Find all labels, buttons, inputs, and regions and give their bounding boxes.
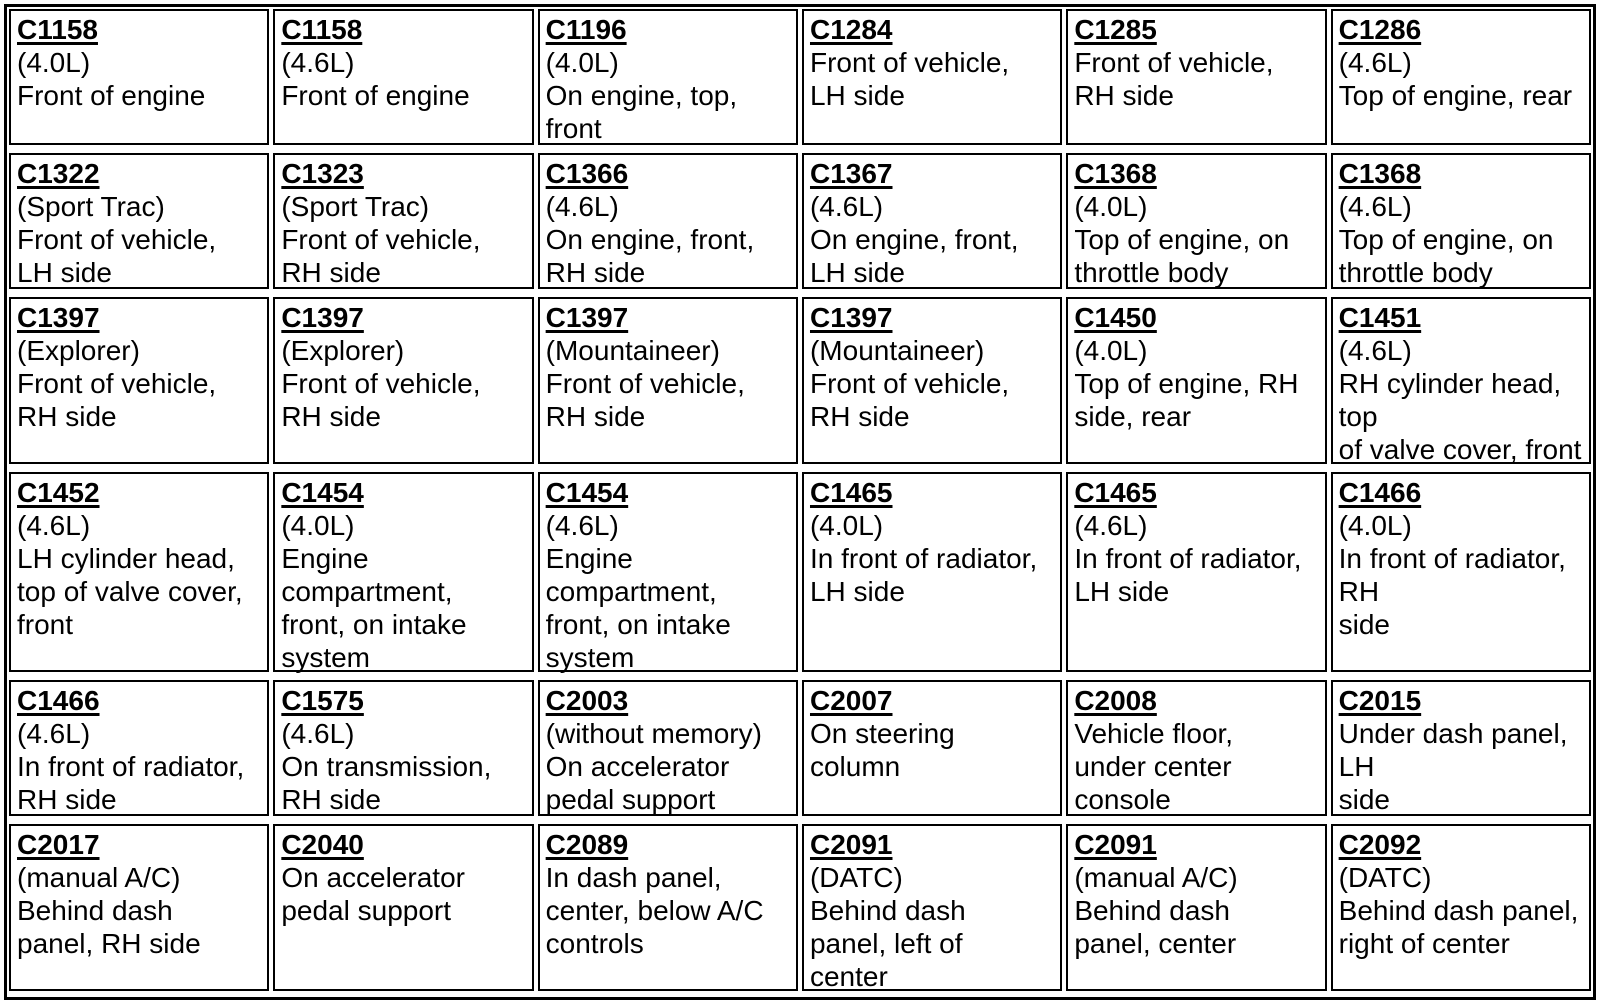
- connector-entry: [9, 153, 269, 289]
- connector-entry: [273, 9, 533, 145]
- connector-location-text: Behind dash: [17, 895, 173, 926]
- connector-location-text: RH side: [545, 257, 646, 288]
- connector-entry: [538, 680, 798, 816]
- connector-location-text: RH side: [281, 257, 381, 288]
- connector-location-text: (4.0L): [1338, 510, 1412, 541]
- connector-cell: [271, 7, 535, 151]
- connector-entry: [1066, 9, 1326, 145]
- connector-entry: [802, 153, 1062, 289]
- connector-location-text: Front of vehicle,: [281, 224, 481, 255]
- connector-entry: [273, 472, 533, 672]
- connector-location-text: LH side: [809, 576, 905, 607]
- table-row: [7, 822, 1593, 997]
- connector-location-text: LH side: [1074, 576, 1170, 607]
- connector-location-text: Behind dash panel,: [1338, 895, 1579, 926]
- connector-location-text: (4.6L): [281, 47, 355, 78]
- connector-location-table: [4, 4, 1596, 1000]
- connector-cell: [1329, 7, 1593, 151]
- connector-code: C1454: [281, 477, 364, 508]
- connector-location-text: pedal support: [545, 784, 716, 815]
- connector-code: C2092: [1338, 829, 1422, 860]
- connector-cell: [1064, 151, 1328, 295]
- connector-location-text: Behind dash: [1074, 895, 1230, 926]
- connector-code: C1284: [809, 14, 893, 45]
- connector-cell: [7, 7, 271, 151]
- connector-cell: [271, 822, 535, 997]
- connector-location-text: Top of engine, on: [1074, 224, 1290, 255]
- connector-location-text: Top of engine, on: [1338, 224, 1554, 255]
- connector-location-text: side: [1338, 784, 1391, 815]
- connector-cell: [800, 470, 1064, 678]
- connector-location-text: In dash panel,: [545, 862, 722, 893]
- connector-location-text: right of center: [1338, 928, 1510, 959]
- connector-location-text: Front of vehicle,: [809, 368, 1010, 399]
- connector-location-text: RH side: [809, 401, 910, 432]
- connector-code: C2007: [809, 685, 893, 716]
- connector-location-text: center: [809, 961, 888, 992]
- connector-entry: [802, 9, 1062, 145]
- connector-location-text: throttle body: [1074, 257, 1229, 288]
- connector-location-text: (Explorer): [17, 335, 140, 366]
- connector-location-text: (Sport Trac): [17, 191, 165, 222]
- table-row: [7, 151, 1593, 295]
- connector-location-text: system: [281, 642, 371, 673]
- connector-location-text: side: [1338, 609, 1391, 640]
- connector-code: C1323: [281, 158, 364, 189]
- connector-entry: [9, 680, 269, 816]
- connector-location-text: pedal support: [281, 895, 452, 926]
- connector-code: C2091: [1074, 829, 1157, 860]
- connector-entry: [1331, 297, 1591, 464]
- connector-code: C1322: [17, 158, 100, 189]
- connector-location-text: RH cylinder head, top: [1338, 368, 1562, 432]
- connector-location-text: controls: [545, 928, 644, 959]
- connector-code: C2015: [1338, 685, 1422, 716]
- connector-cell: [7, 678, 271, 822]
- table-body: [7, 7, 1593, 997]
- connector-location-text: Front of vehicle,: [17, 224, 217, 255]
- table-row: [7, 7, 1593, 151]
- connector-cell: [1329, 470, 1593, 678]
- connector-location-text: (4.6L): [1074, 510, 1148, 541]
- connector-entry: [802, 680, 1062, 816]
- table-row: [7, 470, 1593, 678]
- connector-entry: [273, 824, 533, 991]
- connector-location-text: LH side: [17, 257, 112, 288]
- connector-code: C2003: [545, 685, 629, 716]
- connector-location-text: Top of engine, RH: [1074, 368, 1299, 399]
- connector-code: C2017: [17, 829, 100, 860]
- connector-location-text: LH cylinder head,: [17, 543, 235, 574]
- connector-code: C1368: [1074, 158, 1157, 189]
- connector-location-text: (4.0L): [281, 510, 355, 541]
- connector-location-text: Behind dash: [809, 895, 966, 926]
- connector-location-text: (manual A/C): [1074, 862, 1238, 893]
- connector-location-text: In front of radiator,: [809, 543, 1038, 574]
- connector-entry: [1066, 297, 1326, 464]
- connector-location-text: (Sport Trac): [281, 191, 430, 222]
- connector-entry: [1066, 153, 1326, 289]
- connector-entry: [1331, 680, 1591, 816]
- connector-location-text: (without memory): [545, 718, 762, 749]
- connector-code: C1366: [545, 158, 629, 189]
- connector-entry: [1066, 472, 1326, 672]
- connector-entry: [538, 9, 798, 145]
- connector-location-text: (4.6L): [809, 191, 884, 222]
- connector-location-text: (4.6L): [281, 718, 355, 749]
- connector-location-text: (DATC): [809, 862, 903, 893]
- connector-location-text: On transmission,: [281, 751, 492, 782]
- connector-location-text: On engine, front,: [809, 224, 1019, 255]
- connector-cell: [800, 295, 1064, 470]
- connector-cell: [536, 151, 800, 295]
- connector-location-text: (4.6L): [545, 191, 619, 222]
- connector-location-text: top of valve cover,: [17, 576, 243, 607]
- connector-cell: [536, 7, 800, 151]
- connector-location-text: (manual A/C): [17, 862, 181, 893]
- connector-location-text: RH side: [281, 401, 381, 432]
- connector-entry: [1331, 9, 1591, 145]
- connector-cell: [271, 151, 535, 295]
- connector-entry: [802, 824, 1062, 991]
- connector-cell: [536, 678, 800, 822]
- connector-entry: [802, 472, 1062, 672]
- connector-location-text: front, on intake: [281, 609, 467, 640]
- connector-cell: [1329, 295, 1593, 470]
- connector-code: C1450: [1074, 302, 1157, 333]
- connector-cell: [7, 822, 271, 997]
- connector-entry: [9, 824, 269, 991]
- connector-entry: [273, 153, 533, 289]
- connector-code: C1397: [545, 302, 629, 333]
- connector-code: C1397: [281, 302, 364, 333]
- connector-location-text: (4.6L): [1338, 191, 1412, 222]
- connector-cell: [800, 822, 1064, 997]
- table-row: [7, 295, 1593, 470]
- connector-location-text: (4.0L): [545, 47, 619, 78]
- connector-cell: [800, 7, 1064, 151]
- connector-location-text: On accelerator: [545, 751, 730, 782]
- connector-location-text: RH side: [545, 401, 646, 432]
- connector-entry: [538, 297, 798, 464]
- connector-location-text: Top of engine, rear: [1338, 80, 1573, 111]
- connector-code: C1465: [809, 477, 893, 508]
- connector-entry: [802, 297, 1062, 464]
- connector-location-text: In front of radiator,: [1074, 543, 1302, 574]
- connector-location-text: RH side: [281, 784, 381, 815]
- connector-cell: [7, 151, 271, 295]
- connector-location-text: panel, RH side: [17, 928, 201, 959]
- connector-location-text: center, below A/C: [545, 895, 764, 926]
- connector-location-text: (Mountaineer): [809, 335, 985, 366]
- connector-entry: [1066, 824, 1326, 991]
- connector-cell: [7, 295, 271, 470]
- connector-location-text: (4.6L): [1338, 335, 1412, 366]
- connector-location-text: side, rear: [1074, 401, 1192, 432]
- connector-cell: [800, 678, 1064, 822]
- connector-cell: [1064, 822, 1328, 997]
- connector-location-text: compartment,: [545, 576, 717, 607]
- connector-entry: [273, 680, 533, 816]
- connector-location-text: RH side: [17, 401, 117, 432]
- connector-entry: [538, 472, 798, 672]
- connector-location-text: Front of engine: [17, 80, 206, 111]
- connector-location-text: Engine: [281, 543, 369, 574]
- connector-code: C1285: [1074, 14, 1157, 45]
- connector-location-text: Under dash panel, LH: [1338, 718, 1568, 782]
- connector-cell: [1064, 295, 1328, 470]
- connector-entry: [9, 297, 269, 464]
- connector-cell: [536, 295, 800, 470]
- connector-location-text: panel, center: [1074, 928, 1237, 959]
- connector-code: C1196: [545, 14, 627, 45]
- connector-location-text: column: [809, 751, 901, 782]
- connector-location-text: Front of vehicle,: [17, 368, 217, 399]
- connector-entry: [1066, 680, 1326, 816]
- connector-location-text: RH side: [1074, 80, 1174, 111]
- connector-location-text: On engine, top,: [545, 80, 738, 111]
- connector-cell: [1064, 7, 1328, 151]
- connector-location-text: (4.6L): [1338, 47, 1412, 78]
- connector-code: C2040: [281, 829, 364, 860]
- connector-code: C2091: [809, 829, 893, 860]
- connector-location-text: Front of vehicle,: [545, 368, 745, 399]
- connector-location-text: Engine: [545, 543, 633, 574]
- connector-location-text: Front of vehicle,: [1074, 47, 1274, 78]
- connector-code: C1465: [1074, 477, 1157, 508]
- connector-code: C1286: [1338, 14, 1422, 45]
- connector-location-text: LH side: [809, 80, 905, 111]
- connector-entry: [273, 297, 533, 464]
- connector-code: C1452: [17, 477, 100, 508]
- connector-location-text: under center: [1074, 751, 1232, 782]
- connector-code: C1367: [809, 158, 893, 189]
- connector-entry: [538, 824, 798, 991]
- connector-location-text: (4.0L): [1074, 335, 1148, 366]
- connector-code: C1397: [809, 302, 893, 333]
- connector-cell: [1064, 678, 1328, 822]
- connector-location-text: In front of radiator,: [17, 751, 245, 782]
- connector-cell: [536, 470, 800, 678]
- connector-code: C1451: [1338, 302, 1422, 333]
- connector-location-text: On steering: [809, 718, 955, 749]
- connector-location-text: On accelerator: [281, 862, 465, 893]
- connector-location-text: Front of vehicle,: [809, 47, 1010, 78]
- connector-entry: [538, 153, 798, 289]
- connector-cell: [7, 470, 271, 678]
- connector-entry: [9, 9, 269, 145]
- connector-entry: [9, 472, 269, 672]
- connector-code: C1158: [17, 14, 98, 45]
- connector-location-text: LH side: [809, 257, 905, 288]
- connector-location-text: system: [545, 642, 635, 673]
- connector-location-text: (DATC): [1338, 862, 1432, 893]
- connector-location-text: Front of vehicle,: [281, 368, 481, 399]
- connector-code: C1454: [545, 477, 629, 508]
- connector-location-text: front: [17, 609, 74, 640]
- connector-location-text: (4.0L): [17, 47, 91, 78]
- connector-location-text: (4.6L): [17, 718, 91, 749]
- connector-code: C1158: [281, 14, 363, 45]
- connector-location-text: front, on intake: [545, 609, 731, 640]
- connector-location-text: Vehicle floor,: [1074, 718, 1234, 749]
- connector-entry: [1331, 153, 1591, 289]
- connector-code: C2089: [545, 829, 629, 860]
- connector-cell: [1329, 822, 1593, 997]
- connector-location-text: front: [545, 113, 602, 144]
- connector-location-text: (4.6L): [17, 510, 91, 541]
- connector-location-text: console: [1074, 784, 1171, 815]
- connector-cell: [271, 295, 535, 470]
- table-row: [7, 678, 1593, 822]
- connector-location-text: Front of engine: [281, 80, 470, 111]
- connector-location-text: throttle body: [1338, 257, 1493, 288]
- connector-cell: [1329, 151, 1593, 295]
- connector-location-text: In front of radiator, RH: [1338, 543, 1566, 607]
- connector-location-text: RH side: [17, 784, 117, 815]
- connector-location-text: On engine, front,: [545, 224, 755, 255]
- connector-entry: [1331, 824, 1591, 991]
- connector-cell: [1329, 678, 1593, 822]
- connector-location-text: compartment,: [281, 576, 453, 607]
- connector-entry: [1331, 472, 1591, 672]
- connector-code: C1575: [281, 685, 364, 716]
- connector-cell: [271, 678, 535, 822]
- connector-location-text: panel, left of: [809, 928, 963, 959]
- connector-code: C1466: [17, 685, 100, 716]
- connector-cell: [271, 470, 535, 678]
- connector-code: C2008: [1074, 685, 1157, 716]
- connector-code: C1368: [1338, 158, 1422, 189]
- connector-cell: [1064, 470, 1328, 678]
- connector-location-text: (4.0L): [809, 510, 884, 541]
- connector-cell: [536, 822, 800, 997]
- connector-location-text: (Mountaineer): [545, 335, 720, 366]
- connector-location-text: (Explorer): [281, 335, 405, 366]
- connector-location-text: of valve cover, front: [1338, 434, 1582, 465]
- connector-code: C1466: [1338, 477, 1422, 508]
- connector-code: C1397: [17, 302, 100, 333]
- connector-location-text: (4.6L): [545, 510, 619, 541]
- connector-cell: [800, 151, 1064, 295]
- connector-location-text: (4.0L): [1074, 191, 1148, 222]
